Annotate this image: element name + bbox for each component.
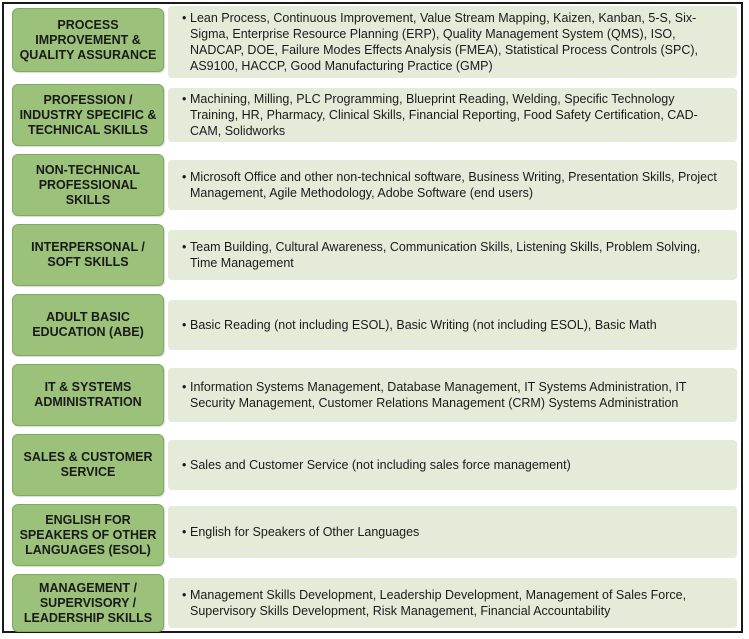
skills-text: • Machining, Milling, PLC Programming, Blueprint Reading, Welding, Specific Technology Training, HR, Pharmacy, Clinical Skills, Financial Reporting, Food Safety Certification, CAD-CAM, Solidworks: [190, 91, 725, 139]
category-skills: [168, 88, 737, 142]
category-skills: [168, 578, 737, 628]
category-skills: [168, 368, 737, 422]
skills-text: • Management Skills Development, Leadership Development, Management of Sales Force, Supervisory Skills Development, Risk Management, Financial Accountability: [190, 587, 725, 619]
category-label: NON-TECHNICAL PROFESSIONAL SKILLS: [12, 154, 164, 216]
skills-text: • Basic Reading (not including ESOL), Basic Writing (not including ESOL), Basic Math: [190, 317, 657, 333]
category-label: PROFESSION / INDUSTRY SPECIFIC & TECHNICAL SKILLS: [12, 84, 164, 146]
category-skills: [168, 506, 737, 558]
category-label: ADULT BASIC EDUCATION (ABE): [12, 294, 164, 356]
category-label: INTERPERSONAL / SOFT SKILLS: [12, 224, 164, 286]
category-label: SALES & CUSTOMER SERVICE: [12, 434, 164, 496]
category-skills: [168, 230, 737, 280]
category-label: ENGLISH FOR SPEAKERS OF OTHER LANGUAGES (ESOL): [12, 504, 164, 566]
category-label: MANAGEMENT / SUPERVISORY / LEADERSHIP SKILLS: [12, 574, 164, 632]
category-label: IT & SYSTEMS ADMINISTRATION: [12, 364, 164, 426]
skills-text: • Sales and Customer Service (not including sales force management): [190, 457, 571, 473]
category-label: PROCESS IMPROVEMENT & QUALITY ASSURANCE: [12, 8, 164, 72]
skills-text: • Microsoft Office and other non-technical software, Business Writing, Presentation Skills, Project Management, Agile Methodology, Adobe Software (end users): [190, 169, 725, 201]
category-skills: [168, 160, 737, 210]
category-skills: [168, 6, 737, 78]
skills-text: • English for Speakers of Other Languages: [190, 524, 419, 540]
skills-text: • Team Building, Cultural Awareness, Communication Skills, Listening Skills, Problem Solving, Time Management: [190, 239, 725, 271]
skills-text: • Lean Process, Continuous Improvement, Value Stream Mapping, Kaizen, Kanban, 5-S, Six-Sigma, Enterprise Resource Planning (ERP), Quality Management System (QMS), ISO, NADCAP, DOE, Failure Modes Effects Analysis (FMEA), Statistical Process Controls (SPC), AS9100, HACCP, Good Manufacturing Practice (GMP): [190, 10, 725, 74]
category-skills: [168, 300, 737, 350]
skills-categories-diagram: [2, 2, 743, 633]
skills-text: • Information Systems Management, Database Management, IT Systems Administration, IT Security Management, Customer Relations Management (CRM) Systems Administration: [190, 379, 725, 411]
category-skills: [168, 440, 737, 490]
